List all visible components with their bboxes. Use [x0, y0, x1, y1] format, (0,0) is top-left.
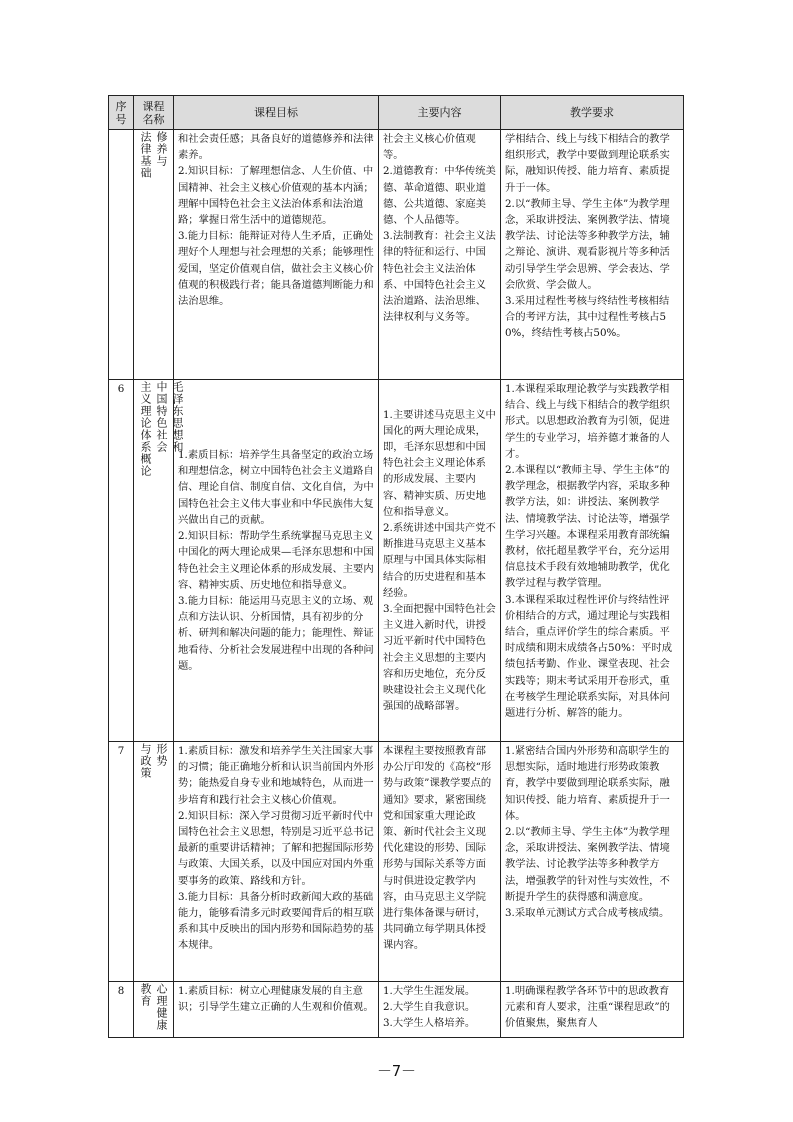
paragraph: 3.能力目标：能运用马克思主义的立场、观点和方法认识、分析国情，具有初步的分析、研判和解决问题的能力；能理性、辩证地看待、分析社会发展进程中出现的各种问题。 — [178, 594, 374, 672]
paragraph: 2.系统讲述中国共产党不断推进马克思主义基本原理与中国具体实际相结合的历史进程和基本经验。 — [383, 521, 496, 599]
row-req — [501, 982, 684, 1038]
row-seq: 8 — [109, 982, 134, 1038]
course-name-column: 与政策 — [139, 743, 152, 779]
row-content — [379, 380, 501, 742]
header-seq: 序号 — [109, 96, 134, 130]
row-goal — [174, 742, 379, 982]
row-req — [501, 380, 684, 742]
paragraph: 1.本课程采取理论教学与实践教学相结合、线上与线下相结合的教学组织形式。以思想政治教育为引领，促进学生的专业学习，培养德才兼备的人才。 — [505, 383, 670, 460]
paragraph: 1.大学生生涯发展。 — [383, 985, 476, 997]
row-course-name — [134, 982, 174, 1038]
paragraph: 2.知识目标：深入学习贯彻习近平新时代中国特色社会主义思想，特别是习近平总书记最新的重要讲话精神；了解和把握国际形势与政策、大国关系，以及中国应对国内外重要事务的政策、路线和方针。 — [178, 809, 374, 887]
row-seq: 7 — [109, 742, 134, 982]
paragraph: 3.能力目标：具备分析时政新闻大政的基础能力，能够看清多元时政要闻背后的相互联系和其中反映出的国内形势和国际趋势的基本规律。 — [178, 890, 374, 952]
course-name-column: 中国特色社会 — [155, 381, 168, 453]
row-seq: 6 — [109, 380, 134, 742]
row-req — [501, 130, 684, 380]
paragraph: 3.法制教育：社会主义法律的特征和运行、中国特色社会主义法治体系、中国特色社会主义法治道路、法治思维、法律权利与义务等。 — [383, 230, 496, 324]
paragraph: 1.素质目标：激发和培养学生关注国家大事的习惯；能正确地分析和认识当前国内外形势；能热爱自身专业和地域特色，从而进一步培育和践行社会主义核心价值观。 — [178, 745, 374, 806]
course-name-column: 形势 — [155, 743, 168, 767]
paragraph: 3.能力目标：能辩证对待人生矛盾，正确处理好个人理想与社会理想的关系；能够理性爱国，坚定价值观自信，做社会主义核心价值观的积极践行者；能具备道德判断能力和法治思维。 — [178, 230, 374, 308]
header-req: 教学要求 — [501, 96, 684, 130]
paragraph: 3.全面把握中国特色社会主义进入新时代，讲授习近平新时代中国特色社会主义思想的主要内容和历史地位，充分反映建设社会主义现代化强国的战略部署。 — [383, 603, 496, 713]
row-content — [379, 982, 501, 1038]
paragraph: 社会主义核心价值观等。 — [383, 133, 476, 162]
paragraph: 2.知识目标：帮助学生系统掌握马克思主义中国化的两大理论成果—毛泽东思想和中国特色社会主义理论体系的形成发展、主要内容、精神实质、历史地位和指导意义。 — [178, 530, 374, 591]
paragraph: 和社会责任感；具备良好的道德修养和法律素养。 — [178, 133, 374, 162]
table-row — [109, 742, 684, 982]
paragraph: 3.采用过程性考核与终结性考核相结合的考评方法，其中过程性考核占50%，终结性考核占50%。 — [505, 295, 670, 340]
paragraph: 3.本课程采取过程性评价与终结性评价相结合的方式，通过理论与实践相结合，重点评价学生的综合素质。平时成绩和期末成绩各占50%：平时成绩包括考勤、作业、课堂表现、社会实践等；期末考试采用开卷形式，重在考核学生理论联系实际，对具体问题进行分析、解答的能力。 — [505, 593, 673, 720]
row-goal — [174, 380, 379, 742]
course-name-column: 法律基础 — [139, 131, 152, 179]
header-name: 课程名称 — [134, 96, 174, 130]
course-name-column: 心理健康 — [155, 983, 168, 1031]
row-course-name — [134, 380, 184, 742]
header-content: 主要内容 — [379, 96, 501, 130]
paragraph: 2.大学生自我意识。 — [383, 1001, 476, 1014]
header-row — [109, 96, 684, 130]
table-row — [109, 380, 684, 742]
row-course-name — [134, 130, 174, 380]
header-goal: 课程目标 — [174, 96, 379, 130]
course-table — [108, 95, 684, 1038]
paragraph: 3.采取单元测试方式合成考核成绩。 — [505, 907, 670, 920]
table-row — [109, 130, 684, 380]
paragraph: 1.主要讲述马克思主义中国化的两大理论成果，即，毛泽东思想和中国特色社会主义理论体系的形成发展、主要内容、精神实质、历史地位和指导意义。 — [383, 408, 496, 518]
paragraph: 2.以“教师主导、学生主体”为教学理念，采取讲授法、案例教学法、情境教学法、讨论教学法等多种教学方法，增强教学的针对性与实效性，不断提升学生的获得感和满意度。 — [505, 826, 670, 903]
course-name-column: 教育 — [139, 983, 152, 1007]
row-goal — [174, 130, 379, 380]
paragraph: 1.明确课程教学各环节中的思政教育元素和育人要求，注重“课程思政”的价值聚焦，聚焦育人 — [505, 985, 670, 1030]
paragraph: 3.大学生人格培养。 — [383, 1017, 476, 1030]
paragraph: 本课程主要按照教育部办公厅印发的《高校“形势与政策”课教学要点的通知》要求，紧密围绕党和国家重大理论政策、新时代社会主义现代化建设的形势、国际形势与国际关系等方面与时俱进设定教学内容，由马克思主义学院进行集体备课与研讨，共同确立每学期具体授课内容。 — [383, 745, 492, 952]
row-seq — [109, 130, 134, 380]
row-course-name — [134, 742, 174, 982]
paragraph: 2.道德教育：中华传统美德、革命道德、职业道德、公共道德、家庭美德、个人品德等。 — [383, 165, 496, 227]
paragraph: 2.本课程以“教师主导、学生主体”的教学理念，根据教学内容，采取多种教学方法，如：讲授法、案例教学法、情境教学法、讨论法等，增强学生学习兴趣。本课程采用教育部统编教材，依托超星教学平台，充分运用信息技术手段有效地辅助教学，优化教学过程与教学管理。 — [505, 464, 670, 590]
page-number: －7－ — [376, 1062, 417, 1080]
row-content — [379, 742, 501, 982]
paragraph: 2.知识目标：了解理想信念、人生价值、中国精神、社会主义核心价值观的基本内涵；理解中国特色社会主义法治体系和法治道路；掌握日常生活中的道德规范。 — [178, 165, 374, 227]
row-content — [379, 130, 501, 380]
paragraph: 2.以“教师主导、学生主体”为教学理念，采取讲授法、案例教学法、情境教学法、讨论法等多种教学方法，辅之辩论、演讲、观看影视片等多种活动引导学生学会思辨、学会表达、学会欣赏、学会做人。 — [505, 197, 670, 291]
table-body — [109, 130, 684, 1038]
paragraph: 1.素质目标：树立心理健康发展的自主意识；引导学生建立正确的人生观和价值观。 — [178, 985, 374, 1014]
course-name-column: 主义理论体系概论 — [139, 381, 152, 477]
row-req — [501, 742, 684, 982]
course-name-column: 修养与 — [155, 131, 168, 167]
course-name-column: 毛泽东思想和 — [171, 381, 184, 453]
row-goal — [174, 982, 379, 1038]
paragraph: 1.素质目标：培养学生具备坚定的政治立场和理想信念，树立中国特色社会主义道路自信、理论自信、制度自信、文化自信，为中国特色社会主义伟大事业和中华民族伟大复兴做出自己的贡献。 — [178, 449, 374, 526]
paragraph: 1.紧密结合国内外形势和高职学生的思想实际，适时地进行形势政策教育，教学中要做到理论联系实际，融知识传授、能力培育、素质提升于一体。 — [505, 745, 670, 822]
paragraph: 学相结合、线上与线下相结合的教学组织形式，教学中要做到理论联系实际，融知识传授、能力培育、素质提升于一体。 — [505, 133, 670, 194]
table-row — [109, 982, 684, 1038]
